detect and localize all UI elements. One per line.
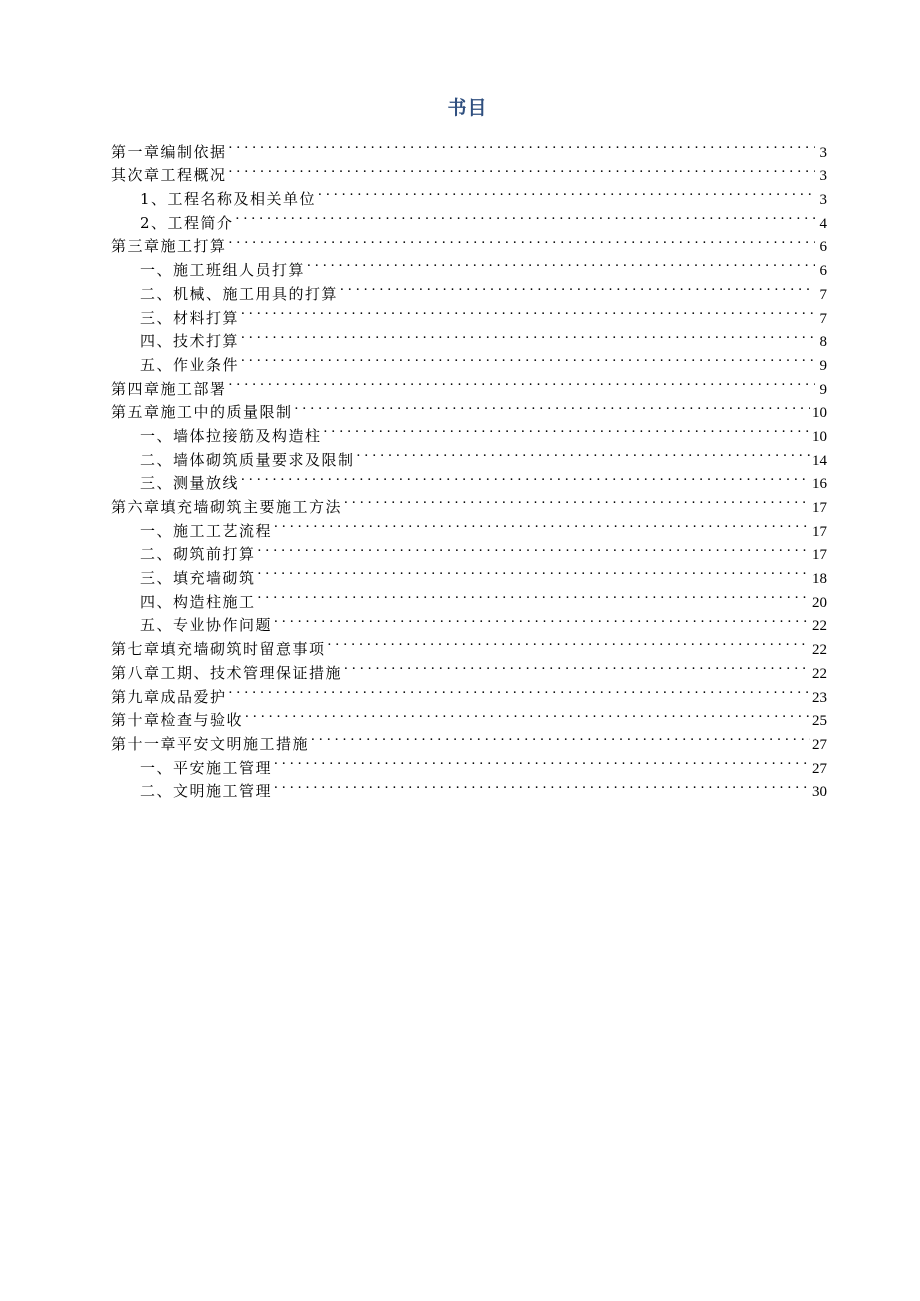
toc-entry-page: 9 <box>819 381 827 398</box>
table-of-contents <box>111 133 827 801</box>
toc-dot-leader <box>328 630 810 654</box>
toc-dot-leader <box>236 204 815 228</box>
toc-entry-page: 8 <box>819 334 827 351</box>
toc-entry-label: 一、平安施工管理 <box>140 758 273 777</box>
toc-entry-page: 7 <box>819 286 827 303</box>
toc-entry-page: 22 <box>812 642 827 659</box>
toc-dot-leader <box>229 678 810 702</box>
toc-entry-page: 30 <box>812 784 827 801</box>
toc-entry-page: 10 <box>812 428 827 445</box>
toc-dot-leader <box>258 559 810 583</box>
toc-entry-label: 第八章工期、技术管理保证措施 <box>111 663 343 682</box>
toc-entry-page: 3 <box>819 144 827 161</box>
toc-dot-leader <box>274 512 810 536</box>
toc-entry-label: 第十章检查与验收 <box>111 711 244 730</box>
toc-entry-label: 第九章成品爱护 <box>111 687 227 706</box>
toc-entry-label: 一、墙体拉接筋及构造柱 <box>140 426 322 445</box>
toc-entry-page: 14 <box>812 452 827 469</box>
toc-entry-page: 17 <box>812 500 827 516</box>
toc-dot-leader <box>311 725 810 749</box>
toc-entry-page: 23 <box>812 689 827 706</box>
toc-dot-leader <box>229 370 815 394</box>
toc-dot-leader <box>307 251 815 275</box>
toc-entry-page: 7 <box>819 310 827 327</box>
toc-entry-label: 第三章施工打算 <box>111 237 227 256</box>
toc-entry-label: 第六章填充墙砌筑主要施工方法 <box>111 498 343 516</box>
toc-dot-leader <box>241 346 815 370</box>
toc-entry-label: 第五章施工中的质量限制 <box>111 403 293 422</box>
toc-entry-label: 五、作业条件 <box>140 355 240 374</box>
toc-dot-leader <box>241 299 815 323</box>
toc-dot-leader <box>229 133 815 157</box>
toc-entry-page: 3 <box>819 168 827 185</box>
toc-entry-page: 6 <box>819 263 827 280</box>
toc-entry-label: 2、工程简介 <box>140 213 234 232</box>
toc-title: 书目 <box>447 97 488 119</box>
toc-entry[interactable] <box>111 133 827 161</box>
toc-entry-label: 其次章工程概况 <box>111 166 227 185</box>
toc-entry-label: 二、墙体砌筑质量要求及限制 <box>140 450 355 469</box>
toc-dot-leader <box>229 228 815 252</box>
toc-dot-leader <box>274 607 810 631</box>
toc-entry-label: 二、砌筑前打算 <box>140 545 256 564</box>
toc-entry-label: 四、构造柱施工 <box>140 592 256 611</box>
toc-entry-page: 20 <box>812 594 827 611</box>
toc-entry-page: 22 <box>812 618 827 635</box>
toc-entry-page: 4 <box>819 215 827 232</box>
toc-dot-leader <box>229 157 815 181</box>
toc-entry-page: 25 <box>812 713 827 730</box>
toc-dot-leader <box>241 465 810 489</box>
toc-entry-page: 27 <box>812 736 827 753</box>
toc-entry-label: 四、技术打算 <box>140 332 240 351</box>
toc-entry-page: 17 <box>812 547 827 564</box>
toc-dot-leader <box>258 583 810 607</box>
toc-dot-leader <box>318 180 815 204</box>
toc-entry-page: 17 <box>812 523 827 540</box>
toc-dot-leader <box>245 702 810 726</box>
toc-entry-page: 22 <box>812 665 827 682</box>
toc-entry-page: 18 <box>812 571 827 588</box>
toc-entry-label: 二、文明施工管理 <box>140 782 273 801</box>
toc-dot-leader <box>357 441 810 465</box>
toc-entry-label: 第四章施工部署 <box>111 379 227 398</box>
toc-entry-label: 五、专业协作问题 <box>140 616 273 635</box>
toc-dot-leader <box>295 394 810 418</box>
toc-dot-leader <box>274 749 810 773</box>
toc-entry-label: 1、工程名称及相关单位 <box>140 190 317 209</box>
toc-entry-label: 三、材料打算 <box>140 308 240 327</box>
toc-entry-label: 一、施工工艺流程 <box>140 521 273 540</box>
toc-dot-leader <box>344 654 810 678</box>
toc-entry-label: 一、施工班组人员打算 <box>140 261 306 280</box>
toc-entry-label: 第十一章平安文明施工措施 <box>111 734 310 753</box>
toc-entry-page: 10 <box>812 405 827 422</box>
toc-dot-leader <box>258 536 810 560</box>
toc-entry-page: 3 <box>819 192 827 209</box>
toc-entry-label: 三、测量放线 <box>140 474 240 493</box>
toc-dot-leader <box>241 323 815 347</box>
toc-entry-page: 27 <box>812 760 827 777</box>
toc-entry-label: 三、填充墙砌筑 <box>140 569 256 588</box>
toc-entry-label: 二、机械、施工用具的打算 <box>140 284 339 303</box>
toc-entry-label: 第一章编制依据 <box>111 142 227 161</box>
toc-dot-leader <box>324 417 810 441</box>
toc-entry-page: 16 <box>812 476 827 493</box>
toc-dot-leader <box>344 488 810 512</box>
toc-dot-leader <box>340 275 815 299</box>
toc-entry-page: 9 <box>819 357 827 374</box>
toc-entry-label: 第七章填充墙砌筑时留意事项 <box>111 640 326 659</box>
toc-dot-leader <box>274 773 810 797</box>
toc-entry-page: 6 <box>819 239 827 256</box>
